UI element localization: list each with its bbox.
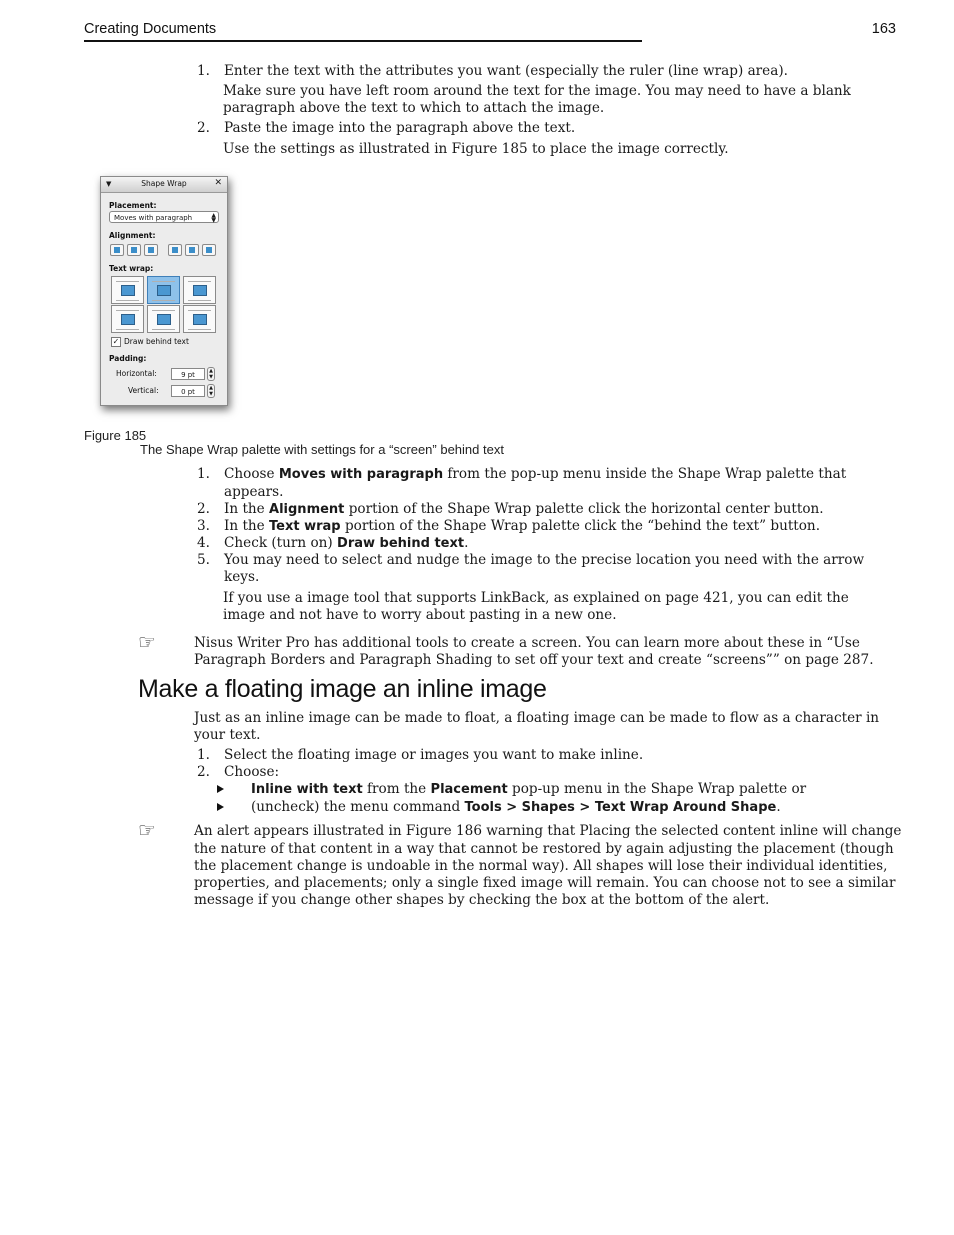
tip-text: Nisus Writer Pro has additional tools to create a screen. You can learn more about these in “Use <box>194 635 860 651</box>
vertical-padding-field[interactable]: 0 pt <box>171 385 205 397</box>
figure-caption: The Shape Wrap palette with settings for a “screen” behind text <box>140 442 504 457</box>
horizontal-label: Horizontal: <box>116 369 157 378</box>
tip-text: Paragraph Borders and Paragraph Shading to set off your text and create “screens”” on page 287. <box>194 652 874 668</box>
bullet-item: Inline with text from the Placement pop-up menu in the Shape Wrap palette or <box>251 781 807 797</box>
list-item <box>197 466 897 500</box>
triangle-bullet-icon <box>217 785 224 793</box>
note-text: Use the settings as illustrated in Figure 185 to place the image correctly. <box>223 141 729 157</box>
wrap-front-button[interactable] <box>147 305 180 333</box>
tip-text: An alert appears illustrated in Figure 186 warning that Placing the selected content inline will change <box>194 823 902 839</box>
align-right-button[interactable] <box>144 244 158 256</box>
list-item-text: In the Text wrap portion of the Shape Wrap palette click the “behind the text” button. <box>224 518 821 534</box>
tip-text: properties, and placements; only a single fixed image will remain. You can choose not to see a similar <box>194 875 896 891</box>
list-item-text: Paste the image into the paragraph above the text. <box>224 120 576 136</box>
shape-wrap-palette <box>100 176 228 406</box>
note-text: If you use a image tool that supports LinkBack, as explained on page 421, you can edit the <box>223 590 849 606</box>
tip-text: the nature of that content in a way that cannot be restored by again adjusting the placement (though <box>194 841 894 857</box>
list-number: 3. <box>197 518 210 534</box>
align-middle-button[interactable] <box>185 244 199 256</box>
horizontal-padding-field[interactable]: 9 pt <box>171 368 205 380</box>
header-rule <box>84 40 642 42</box>
text-wrap-label: Text wrap: <box>109 264 154 273</box>
draw-behind-checkbox[interactable]: ✓ <box>112 337 120 346</box>
palette-title: Shape Wrap <box>141 179 187 188</box>
list-number: 1. <box>197 63 210 79</box>
note-text: Make sure you have left room around the text for the image. You may need to have a blank <box>223 83 851 99</box>
running-header: Creating Documents <box>84 21 217 37</box>
list-item-text: keys. <box>224 569 260 585</box>
placement-popup-value: Moves with paragraph <box>114 214 193 222</box>
list-item-text: Choose Moves with paragraph from the pop-up menu inside the Shape Wrap palette that <box>224 466 847 482</box>
list-item-text: Check (turn on) Draw behind text. <box>224 535 469 551</box>
close-icon[interactable]: ✕ <box>214 178 222 188</box>
list-number: 4. <box>197 535 210 551</box>
draw-behind-label: Draw behind text <box>124 337 189 346</box>
list-item-text: In the Alignment portion of the Shape Wrap palette click the horizontal center button. <box>224 501 824 517</box>
wrap-around-button[interactable] <box>111 276 144 304</box>
placement-popup[interactable] <box>109 211 219 223</box>
list-item-text: You may need to select and nudge the image to the precise location you need with the arrow <box>224 552 865 568</box>
list-item-text: Choose: <box>224 764 280 780</box>
page-number: 163 <box>871 21 896 37</box>
wrap-behind-button[interactable] <box>147 276 180 304</box>
list-item-text: Select the floating image or images you want to make inline. <box>224 747 644 763</box>
triangle-bullet-icon <box>217 803 224 811</box>
note-text: image and not have to worry about pasting in a new one. <box>223 607 617 623</box>
tip-text: the placement change is undoable in the normal way). All shapes will lose their individual identities, <box>194 858 888 874</box>
align-bottom-button[interactable] <box>202 244 216 256</box>
list-number: 2. <box>197 501 210 517</box>
placement-label: Placement: <box>109 201 157 210</box>
padding-label: Padding: <box>109 354 147 363</box>
horizontal-stepper[interactable]: ▲ ▼ <box>207 367 215 381</box>
list-number: 1. <box>197 466 210 482</box>
bullet-item: (uncheck) the menu command Tools > Shapes > Text Wrap Around Shape. <box>251 799 781 815</box>
pointing-hand-icon: ☞ <box>138 630 156 654</box>
section-heading: Make a floating image an inline image <box>138 675 547 703</box>
updown-arrows-icon: ▲ ▼ <box>211 212 216 224</box>
wrap-through-button[interactable] <box>183 305 216 333</box>
palette-titlebar <box>101 177 227 193</box>
list-number: 2. <box>197 764 210 780</box>
alignment-label: Alignment: <box>109 231 156 240</box>
align-left-button[interactable] <box>110 244 124 256</box>
wrap-tight-button[interactable] <box>183 276 216 304</box>
list-number: 1. <box>197 747 210 763</box>
collapse-triangle-icon[interactable]: ▼ <box>106 180 112 188</box>
vertical-stepper[interactable]: ▲ ▼ <box>207 384 215 398</box>
pointing-hand-icon: ☞ <box>138 818 156 842</box>
align-top-button[interactable] <box>168 244 182 256</box>
vertical-label: Vertical: <box>128 386 159 395</box>
list-item <box>197 552 897 586</box>
intro-text: your text. <box>194 727 261 743</box>
list-number: 5. <box>197 552 210 568</box>
list-number: 2. <box>197 120 210 136</box>
list-item-text: Enter the text with the attributes you want (especially the ruler (line wrap) area). <box>224 63 788 79</box>
tip-text: message if you change other shapes by checking the box at the bottom of the alert. <box>194 892 770 908</box>
intro-text: Just as an inline image can be made to float, a floating image can be made to flow as a character in <box>194 710 880 726</box>
align-center-button[interactable] <box>127 244 141 256</box>
list-item-text: appears. <box>224 484 284 500</box>
wrap-top-bottom-button[interactable] <box>111 305 144 333</box>
figure-label: Figure 185 <box>84 428 147 443</box>
note-text: paragraph above the text to which to attach the image. <box>223 100 605 116</box>
